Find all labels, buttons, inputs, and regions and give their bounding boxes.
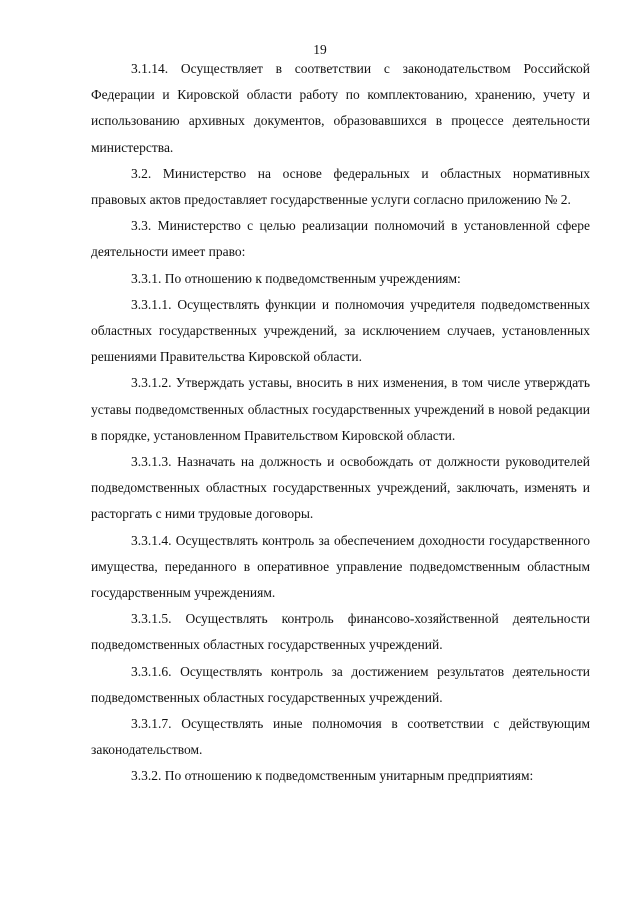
paragraph-3-3-1-2: 3.3.1.2. Утверждать уставы, вносить в них изменения, в том числе утверждать уставы подведомственных областных государственных учреждений в новой редакции в порядке, установленном Правительством Кировской области. (91, 375, 590, 443)
paragraph-3-3-1-1: 3.3.1.1. Осуществлять функции и полномочия учредителя подведомственных областных государственных учреждений, за исключением случаев, установленных решениями Правительства Кировской области. (91, 296, 590, 365)
paragraph-3-2: 3.2. Министерство на основе федеральных и областных нормативных правовых актов предоставляет государственные услуги согласно приложению № 2. (91, 165, 590, 208)
page-number: 19 (313, 42, 327, 57)
document-body (91, 56, 590, 790)
paragraph-3-3-1-7: 3.3.1.7. Осуществлять иные полномочия в соответствии с действующим законодательством. (91, 716, 590, 758)
paragraph-3-3: 3.3. Министерство с целью реализации полномочий в установленной сфере деятельности имеет право: (91, 218, 590, 260)
paragraph-3-3-2: 3.3.2. По отношению к подведомственным унитарным предприятиям: (131, 768, 534, 784)
paragraph-3-1-14: 3.1.14. Осуществляет в соответствии с законодательством Российской Федерации и Кировской области работу по комплектованию, хранению, учету и использованию архивных документов, образовавшихся в процессе деятельности министерства. (91, 61, 590, 155)
paragraph-3-3-1-3: 3.3.1.3. Назначать на должность и освобождать от должности руководителей подведомственных областных государственных учреждений, заключать, изменять и расторгать с ними трудовые договоры. (91, 454, 590, 522)
paragraph-3-3-1: 3.3.1. По отношению к подведомственным учреждениям: (131, 270, 461, 286)
paragraph-3-3-1-5: 3.3.1.5. Осуществлять контроль финансово-хозяйственной деятельности подведомственных областных государственных учреждений. (91, 611, 590, 653)
paragraph-3-3-1-4: 3.3.1.4. Осуществлять контроль за обеспечением доходности государственного имущества, переданного в оперативное управление подведомственным областным государственным учреждениям. (91, 532, 590, 601)
paragraph-3-3-1-6: 3.3.1.6. Осуществлять контроль за достижением результатов деятельности подведомственных областных государственных учреждений. (91, 663, 590, 705)
